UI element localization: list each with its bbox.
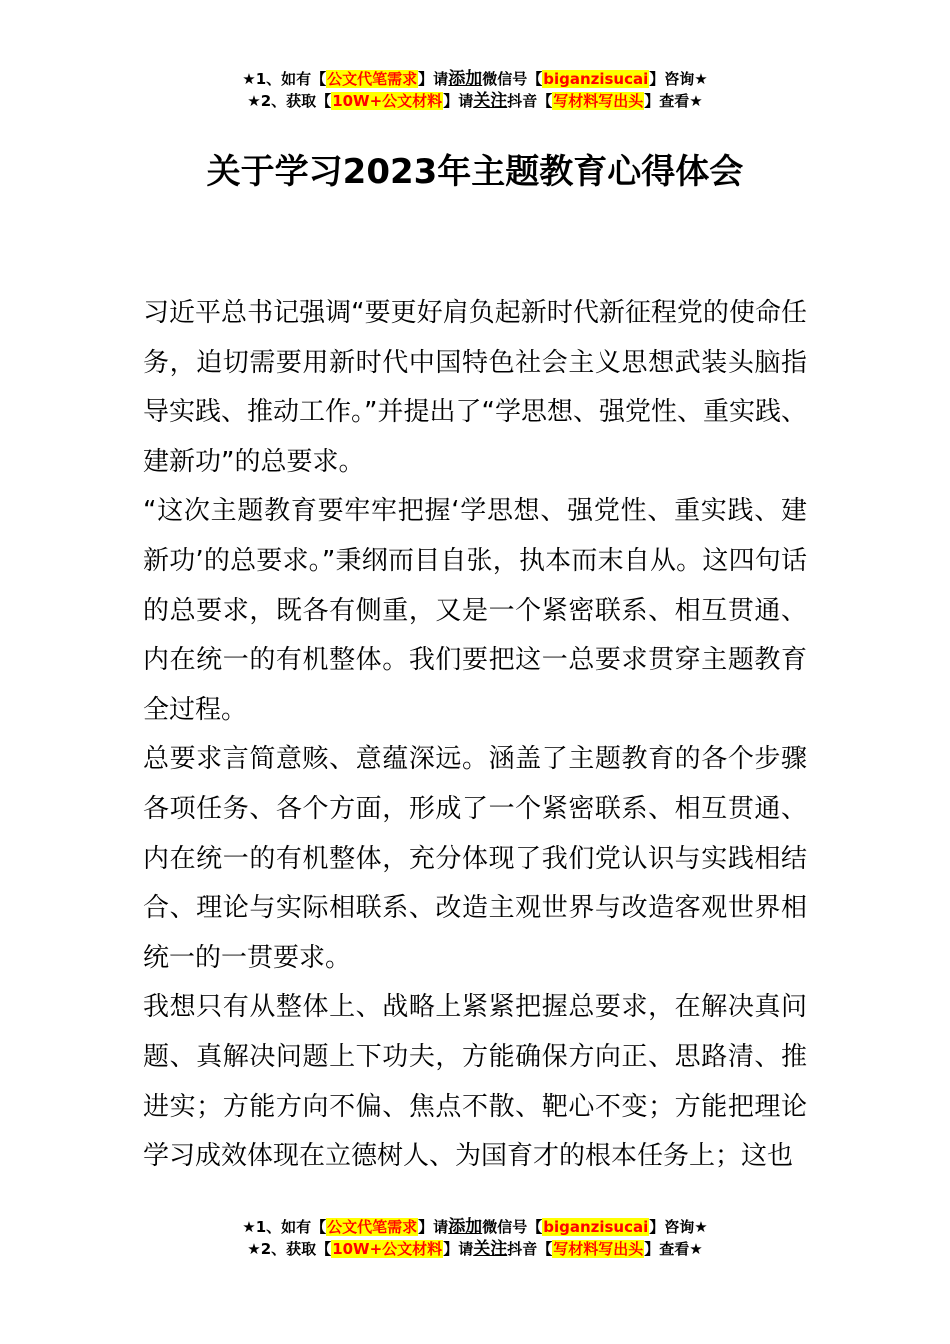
emphasis-add: 添加 <box>448 1217 483 1237</box>
document-body <box>143 289 807 1182</box>
highlight-service: 公文代笔需求 <box>327 1218 418 1236</box>
banner-line-1: ★1、如有【公文代笔需求】请添加微信号【biganzisucai】咨询★ <box>242 69 708 89</box>
highlight-douyin-account: 写材料写出头 <box>553 1240 644 1258</box>
footer-banner <box>0 1216 950 1260</box>
header-banner <box>0 68 950 112</box>
body-paragraph: 总要求言简意赅、意蕴深远。涵盖了主题教育的各个步骤各项任务、各个方面，形成了一个紧密联系、相互贯通、内在统一的有机整体，充分体现了我们党认识与实践相结合、理论与实际相联系、改造主观世界与改造客观世界相统一的一贯要求。 <box>143 744 807 973</box>
highlight-materials: 10W+公文材料 <box>332 1240 443 1258</box>
document-title: 关于学习2023年主题教育心得体会 <box>206 152 744 192</box>
banner-line-1: ★1、如有【公文代笔需求】请添加微信号【biganzisucai】咨询★ <box>242 1217 708 1237</box>
highlight-wechat-id: biganzisucai <box>543 1218 649 1236</box>
body-paragraph: “这次主题教育要牢牢把握‘学思想、强党性、重实践、建新功’的总要求。”秉纲而目自张，执本而末自从。这四句话的总要求，既各有侧重，又是一个紧密联系、相互贯通、内在统一的有机整体。我们要把这一总要求贯穿主题教育全过程。 <box>143 496 807 725</box>
emphasis-follow: 关注 <box>473 1239 508 1259</box>
highlight-materials: 10W+公文材料 <box>332 92 443 110</box>
highlight-wechat-id: biganzisucai <box>543 70 649 88</box>
emphasis-follow: 关注 <box>473 91 508 111</box>
banner-line-2: ★2、获取【10W+公文材料】请关注抖音【写材料写出头】查看★ <box>247 91 703 111</box>
body-paragraph: 我想只有从整体上、战略上紧紧把握总要求，在解决真问题、真解决问题上下功夫，方能确保方向正、思路清、推进实；方能方向不偏、焦点不散、靶心不变；方能把理论学习成效体现在立德树人、为国育才的根本任务上；这也 <box>143 992 807 1172</box>
banner-line-2: ★2、获取【10W+公文材料】请关注抖音【写材料写出头】查看★ <box>247 1239 703 1259</box>
highlight-service: 公文代笔需求 <box>327 70 418 88</box>
highlight-douyin-account: 写材料写出头 <box>553 92 644 110</box>
emphasis-add: 添加 <box>448 69 483 89</box>
body-paragraph: 习近平总书记强调“要更好肩负起新时代新征程党的使命任务，迫切需要用新时代中国特色社会主义思想武装头脑指导实践、推动工作。”并提出了“学思想、强党性、重实践、建新功”的总要求。 <box>143 298 807 477</box>
